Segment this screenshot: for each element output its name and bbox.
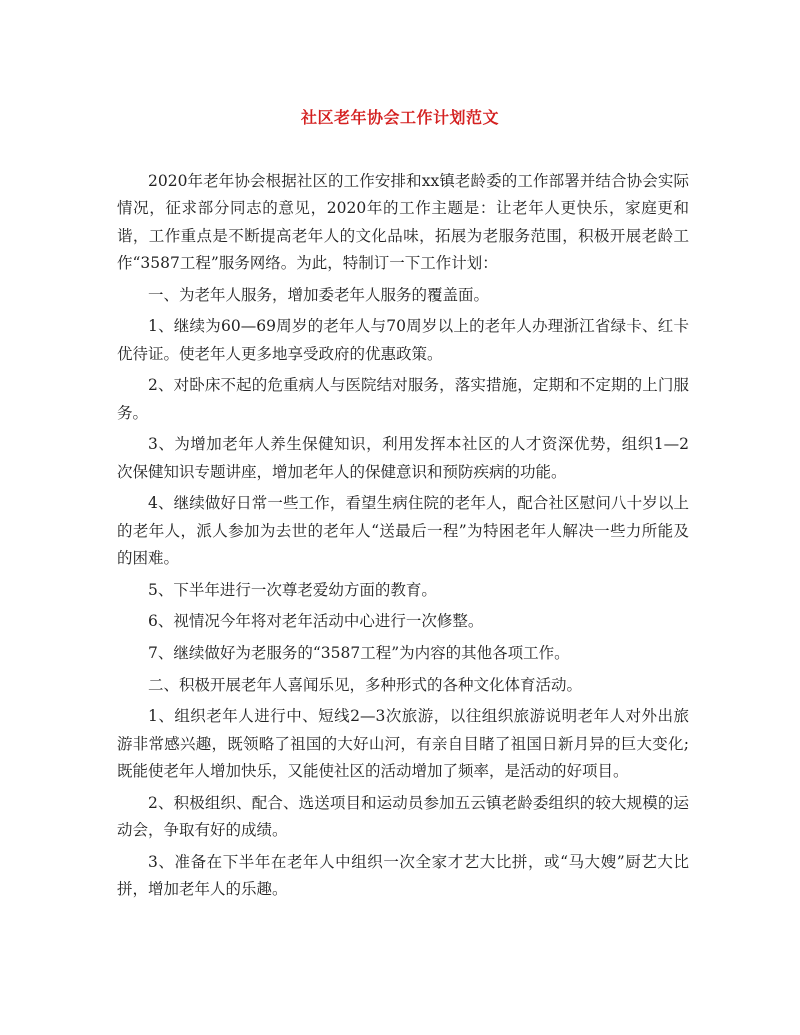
section-heading-1: 一、为老年人服务，增加委老年人服务的覆盖面。 xyxy=(148,285,490,304)
paragraph-item: 6、视情况今年将对老年活动中心进行一次修整。 xyxy=(148,612,484,631)
paragraph-item: 5、下半年进行一次尊老爱幼方面的教育。 xyxy=(148,580,437,599)
document-body xyxy=(117,168,689,908)
paragraph-item: 1、继续为60—69周岁的老年人与70周岁以上的老年人办理浙江省绿卡、红卡优待证。使老年人更多地享受政府的优惠政策。 xyxy=(117,317,689,363)
paragraph-item: 7、继续做好为老服务的“3587工程”为内容的其他各项工作。 xyxy=(148,643,570,662)
paragraph-item: 2、积极组织、配合、选送项目和运动员参加五云镇老龄委组织的较大规模的运动会，争取有好的成绩。 xyxy=(117,793,689,839)
section-heading-2: 二、积极开展老年人喜闻乐见，多种形式的各种文化体育活动。 xyxy=(148,675,583,694)
paragraph-item: 3、准备在下半年在老年人中组织一次全家才艺大比拼，或“马大嫂”厨艺大比拼，增加老年人的乐趣。 xyxy=(117,852,689,898)
paragraph-item: 3、为增加老年人养生保健知识，利用发挥本社区的人才资深优势，组织1—2次保健知识专题讲座，增加老年人的保健意识和预防疾病的功能。 xyxy=(117,435,689,481)
paragraph-item: 1、组织老年人进行中、短线2—3次旅游，以往组织旅游说明老年人对外出旅游非常感兴趣，既领略了祖国的大好山河，有亲自目睹了祖国日新月异的巨大变化;既能使老年人增加快乐，又能使社区的活动增加了频率，是活动的好项目。 xyxy=(117,707,689,780)
paragraph-intro: 2020年老年协会根据社区的工作安排和xx镇老龄委的工作部署并结合协会实际情况，征求部分同志的意见，2020年的工作主题是：让老年人更快乐，家庭更和谐，工作重点是不断提高老年人的文化品味，拓展为老服务范围，积极开展老龄工作“3587工程”服务网络。为此，特制订一下工作计划： xyxy=(117,172,689,272)
paragraph-item: 4、继续做好日常一些工作，看望生病住院的老年人，配合社区慰问八十岁以上的老年人，派人参加为去世的老年人“送最后一程”为特困老年人解决一些力所能及的困难。 xyxy=(117,494,689,567)
document-title: 社区老年协会工作计划范文 xyxy=(300,108,499,127)
paragraph-item: 2、对卧床不起的危重病人与医院结对服务，落实措施，定期和不定期的上门服务。 xyxy=(117,376,689,422)
